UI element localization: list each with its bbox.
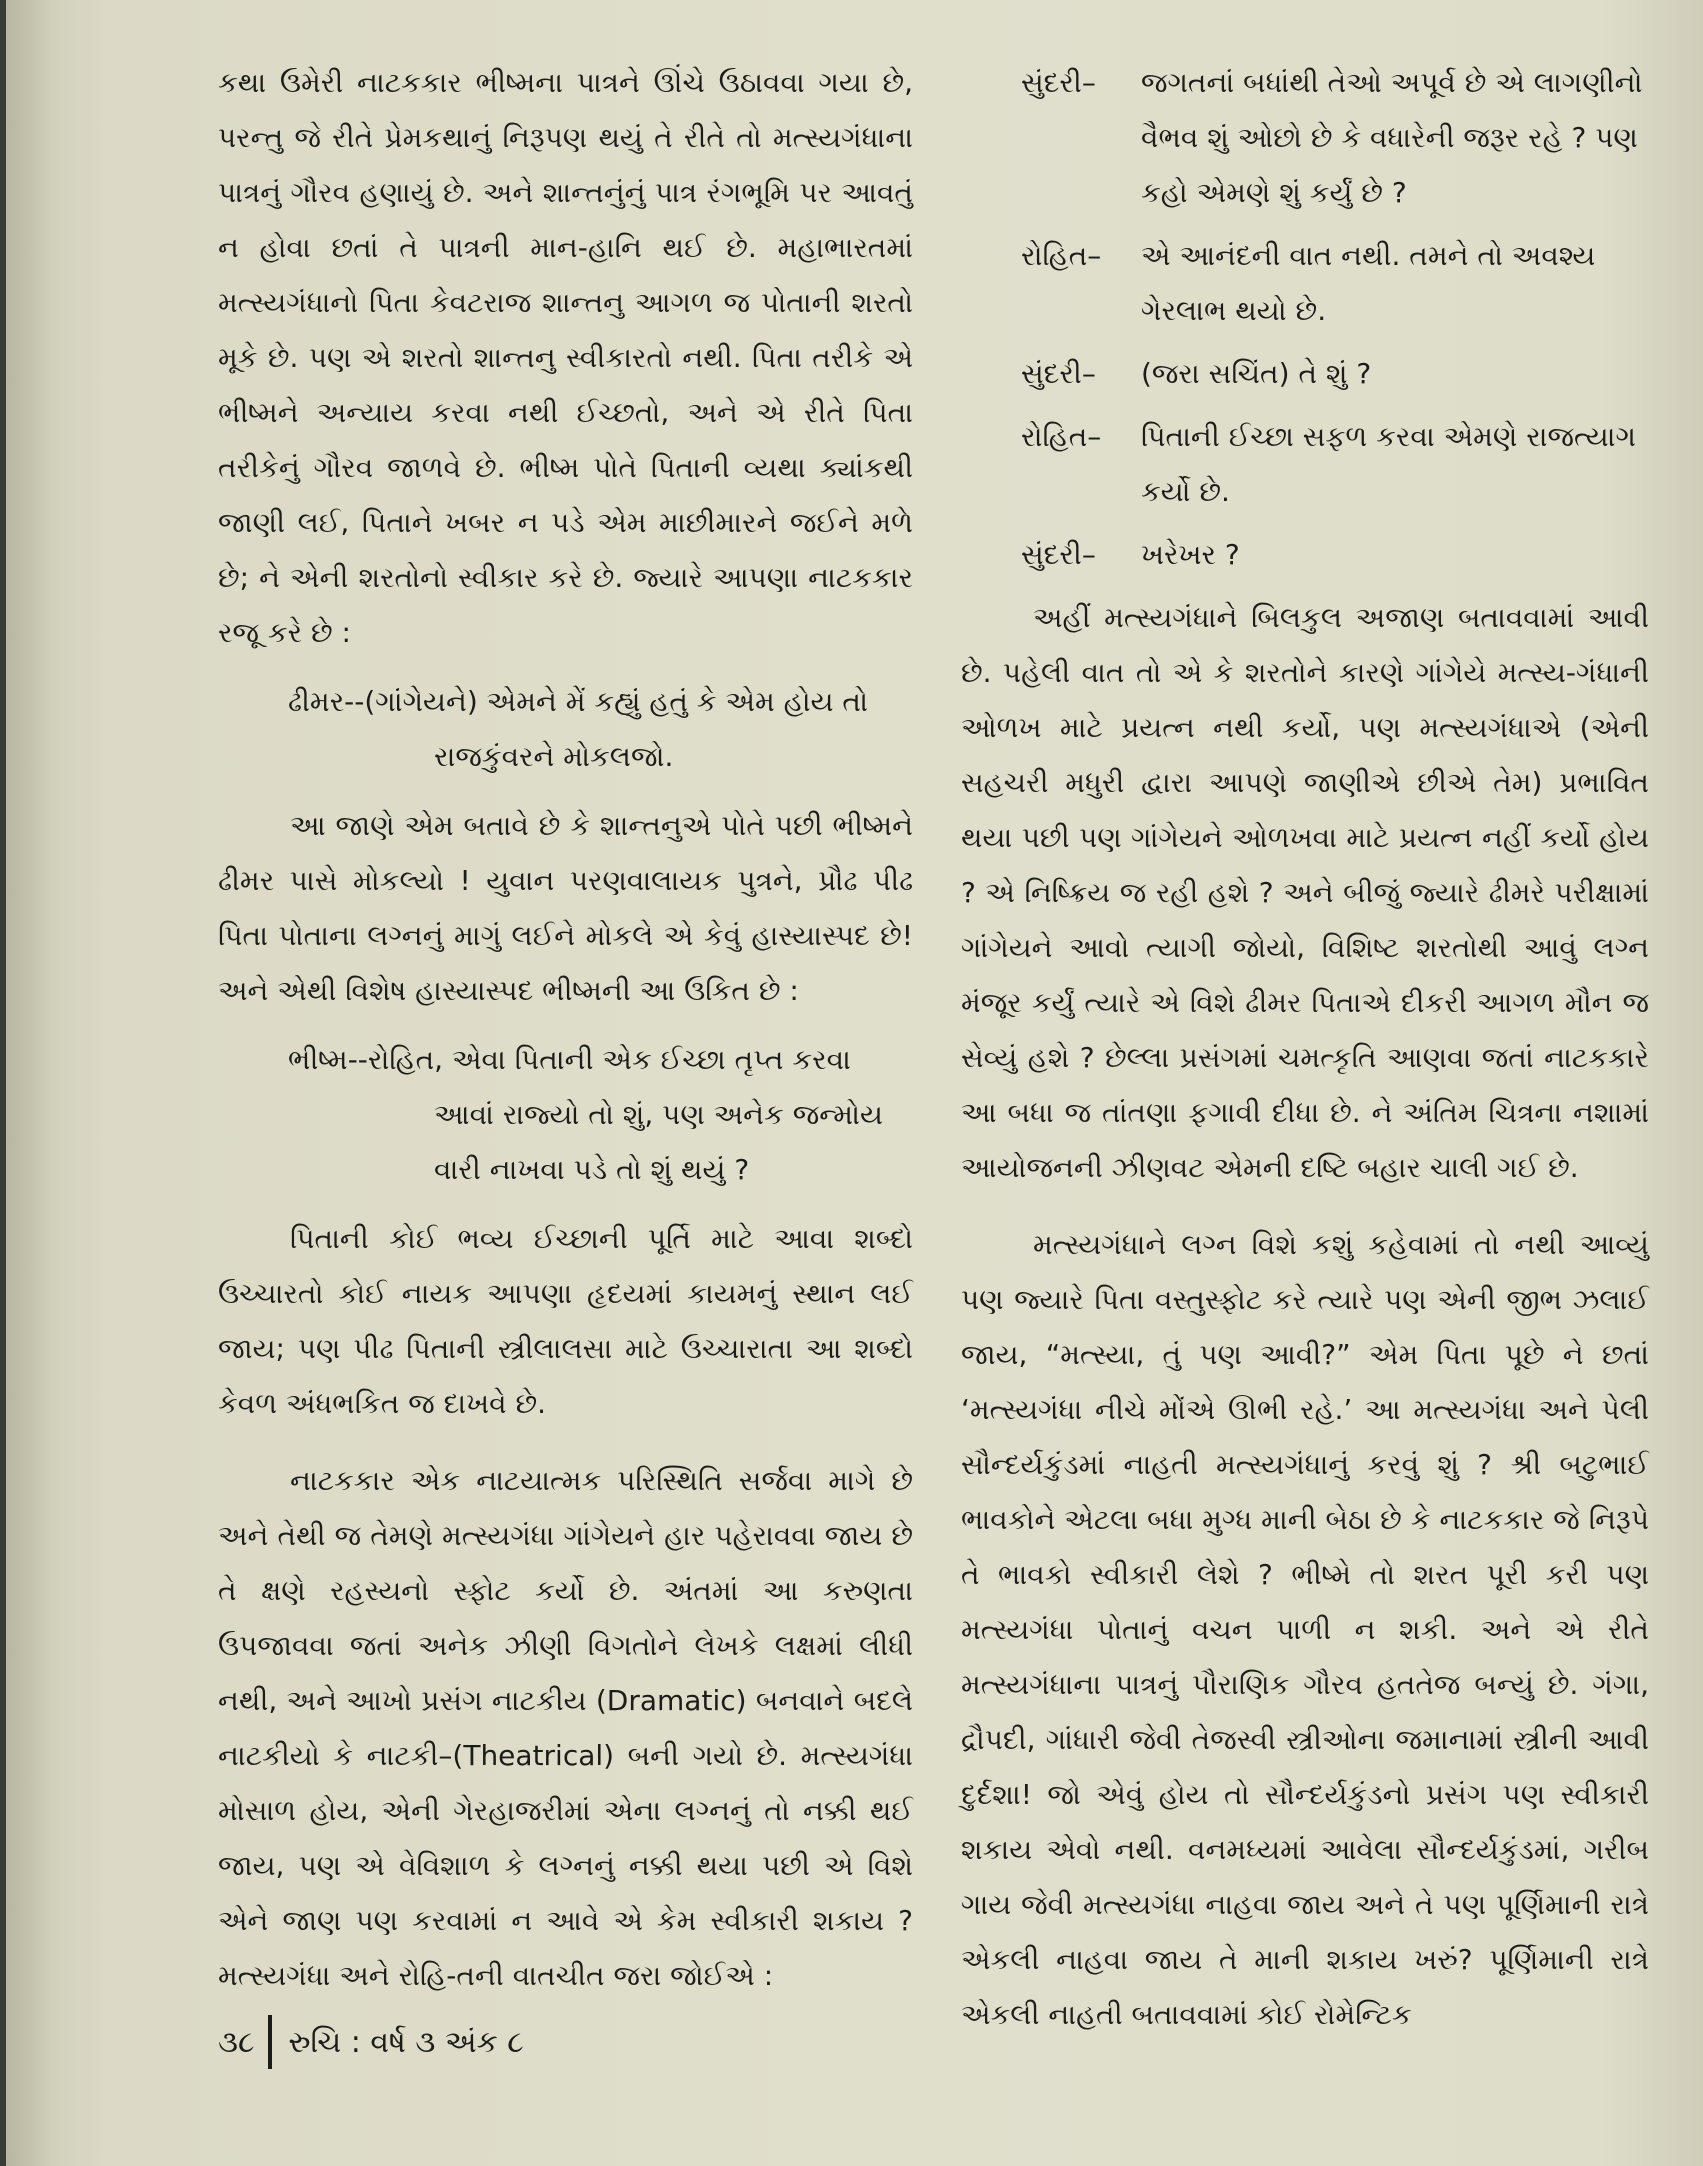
right-column (961, 55, 1649, 2042)
left-quote-2 (288, 1032, 913, 1197)
left-paragraph-3: પિતાની કોઈ ભવ્ય ઈચ્છાની પૂર્તિ માટે આવા શબ્દો ઉચ્ચારતો કોઈ નાયક આપણા હૃદયમાં કાયમનું સ્થાન લઈ જાય; પણ પીઢ પિતાની સ્ત્રીલાલસા માટે ઉચ્ચારાતા આ શબ્દો કેવળ અંધભકિત જ દાખવે છે. (218, 1222, 913, 1420)
left-paragraph-1: કથા ઉમેરી નાટકકાર ભીષ્મના પાત્રને ઊંચે ઉઠાવવા ગયા છે, પરન્તુ જે રીતે પ્રેમકથાનું નિરૂપણ થયું તે રીતે તો મત્સ્યગંધાના પાત્રનું ગૌરવ હણાયું છે. અને શાન્તનુંનું પાત્ર રંગભૂમિ પર આવતું ન હોવા છતાં તે પાત્રની માન-હાનિ થઈ છે. મહાભારતમાં મત્સ્યગંધાનો પિતા કેવટરાજ શાન્તનુ આગળ જ પોતાની શરતો મૂકે છે. પણ એ શરતો શાન્તનુ સ્વીકારતો નથી. પિતા તરીકે એ ભીષ્મને અન્યાય કરવા નથી ઈચ્છતો, અને એ રીતે પિતા તરીકેનું ગૌરવ જાળવે છે. ભીષ્મ પોતે પિતાની વ્યથા ક્યાંકથી જાણી લઈ, પિતાને ખબર ન પડે એમ માછીમારને જઈને મળે છે; ને એની શરતોનો સ્વીકાર કરે છે. જ્યારે આપણા નાટકકાર રજૂ કરે છે : (218, 66, 913, 649)
left-column (218, 55, 913, 2003)
quote-bhishma: ભીષ્મ--રોહિત, એવા પિતાની એક ઈચ્છા તૃપ્ત કરવા આવાં રાજ્યો તો શું, પણ અનેક જન્મોય વારી નાખવા પડે તો શું થયું ? (288, 1043, 883, 1186)
page-footer (218, 2012, 524, 2072)
left-paragraph-2: આ જાણે એમ બતાવે છે કે શાન્તનુએ પોતે પછી ભીષ્મને ઢીમર પાસે મોકલ્યો ! યુવાન પરણવાલાયક પુત્રને, પ્રૌઢ પીઢ પિતા પોતાના લગ્નનું માગું લઈને મોકલે એ કેવું હાસ્યાસ્પદ છે! અને એથી વિશેષ હાસ્યાસ્પદ ભીષ્મની આ ઉકિત છે : (218, 809, 913, 1007)
journal-issue: રુચિ : વર્ષ ૩ અંક ૮ (288, 2024, 524, 2060)
right-paragraph-1: અહીં મત્સ્યગંધાને બિલકુલ અજાણ બતાવવામાં આવી છે. પહેલી વાત તો એ કે શરતોને કારણે ગાંગેયે મત્સ્ય-ગંધાની ઓળખ માટે પ્રયત્ન નથી કર્યો, પણ મત્સ્યગંધાએ (એની સહચરી મધુરી દ્વારા આપણે જાણીએ છીએ તેમ) પ્રભાવિત થયા પછી પણ ગાંગેયને ઓળખવા માટે પ્રયત્ન નહીં કર્યો હોય ? એ નિષ્ક્રિય જ રહી હશે ? અને બીજું જ્યારે ઢીમરે પરીક્ષામાં ગાંગેયને આવો ત્યાગી જોયો, વિશિષ્ટ શરતોથી આવું લગ્ન મંજૂર કર્યું ત્યારે એ વિશે ઢીમર પિતાએ દીકરી આગળ મૌન જ સેવ્યું હશે ? છેલ્લા પ્રસંગમાં ચમત્કૃતિ આણવા જતાં નાટકકારે આ બધા જ તાંતણા ફગાવી દીધા છે. ને અંતિમ ચિત્રના નશામાં આયોજનની ઝીણવટ એમની દષ્ટિ બહાર ચાલી ગઈ છે. (961, 601, 1649, 1184)
dialogue-text: જગતનાં બધાંથી તેઓ અપૂર્વ છે એ લાગણીનો વૈભવ શું ઓછો છે કે વધારેની જરૂર રહે ? પણ કહો એમણે શું કર્યું છે ? (1141, 66, 1643, 209)
dialogue-text: પિતાની ઈચ્છા સફળ કરવા એમણે રાજત્યાગ કર્યો છે. (1141, 420, 1636, 508)
left-paragraph-4: નાટકકાર એક નાટયાત્મક પરિસ્થિતિ સર્જવા માગે છે અને તેથી જ તેમણે મત્સ્યગંધા ગાંગેયને હાર પહેરાવવા જાય છે તે ક્ષણે રહસ્યનો સ્ફોટ કર્યો છે. અંતમાં આ કરુણતા ઉપજાવવા જતાં અનેક ઝીણી વિગતોને લેખકે લક્ષમાં લીધી નથી, અને આખો પ્રસંગ નાટકીય (Dramatic) બનવાને બદલે નાટકીયો કે નાટકી–(Theatrical) બની ગયો છે. મત્સ્યગંધા મોસાળ હોય, એની ગેરહાજરીમાં એના લગ્નનું તો નક્કી થઈ જાય, પણ એ વેવિશાળ કે લગ્નનું નક્કી થયા પછી એ વિશે એને જાણ પણ કરવામાં ન આવે એ કેમ સ્વીકારી શકાય ? મત્સ્યગંધા અને રોહિ-તની વાતચીત જરા જોઈએ : (218, 1464, 913, 1992)
magazine-page (6, 0, 1703, 2166)
dialogue-speaker: સુંદરી– (1021, 538, 1096, 571)
dialogue-text: ખરેખર ? (1141, 538, 1240, 571)
page-number: ૩૮ (218, 2024, 255, 2060)
left-quote-1 (288, 674, 913, 784)
dialogue-speaker: સુંદરી– (1021, 66, 1096, 99)
dialogue-speaker: રોહિત– (1021, 239, 1102, 272)
footer-divider (268, 2015, 272, 2069)
dialogue-line (1021, 55, 1649, 220)
dialogue-line (1021, 409, 1649, 519)
dialogue-text: એ આનંદની વાત નથી. તમને તો અવશ્ય ગેરલાભ થયો છે. (1141, 239, 1596, 327)
dialogue-speaker: રોહિત– (1021, 420, 1102, 453)
dialogue-text: (જરા સચિંત) તે શું ? (1141, 357, 1372, 390)
quote-dhimar: ઢીમર--(ગાંગેયને) એમને મેં કહ્યું હતું કે એમ હોય તો રાજકુંવરને મોકલજો. (288, 685, 868, 773)
dialogue-line (1021, 527, 1649, 582)
dialogue-line (1021, 228, 1649, 338)
right-paragraph-2: મત્સ્યગંધાને લગ્ન વિશે કશું કહેવામાં તો નથી આવ્યું પણ જ્યારે પિતા વસ્તુસ્ફોટ કરે ત્યારે પણ એની જીભ ઝલાઈ જાય, “મત્સ્યા, તું પણ આવી?” એમ પિતા પૂછે ને છતાં ‘મત્સ્યગંધા નીચે મોંએ ઊભી રહે.’ આ મત્સ્યગંધા અને પેલી સૌન્દર્યકુંડમાં નાહતી મત્સ્યગંધાનું કરવું શું ? શ્રી બટુભાઈ ભાવકોને એટલા બધા મુગ્ધ માની બેઠા છે કે નાટકકાર જે નિરૂપે તે ભાવકો સ્વીકારી લેશે ? ભીષ્મે તો શરત પૂરી કરી પણ મત્સ્યગંધા પોતાનું વચન પાળી ન શકી. અને એ રીતે મત્સ્યગંધાના પાત્રનું પૌરાણિક ગૌરવ હતતેજ બન્યું છે. ગંગા, દ્રૌપદી, ગાંધારી જેવી તેજસ્વી સ્ત્રીઓના જમાનામાં સ્ત્રીની આવી દુર્દશા! જો એવું હોય તો સૌન્દર્યકુંડનો પ્રસંગ પણ સ્વીકારી શકાય એવો નથી. વનમધ્યમાં આવેલા સૌન્દર્યકુંડમાં, ગરીબ ગાય જેવી મત્સ્યગંધા નાહવા જાય અને તે પણ પૂર્ણિમાની રાત્રે એકલી નાહવા જાય તે માની શકાય ખરું? પૂર્ણિમાની રાત્રે એકલી નાહતી બતાવવામાં કોઈ રોમેન્ટિક (961, 1228, 1649, 2031)
dialogue-line (1021, 346, 1649, 401)
dialogue-speaker: સુંદરી– (1021, 357, 1096, 390)
